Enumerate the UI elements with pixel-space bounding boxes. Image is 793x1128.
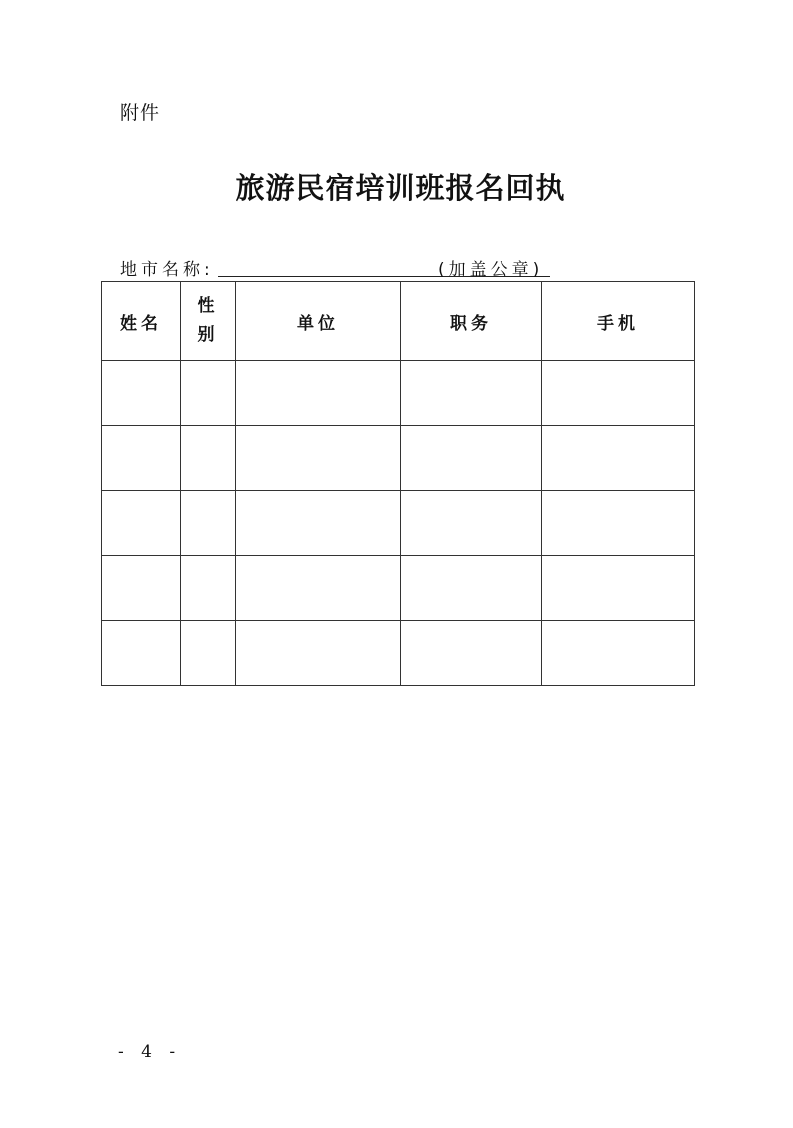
cell-phone <box>542 361 695 426</box>
cell-position <box>401 426 542 491</box>
header-gender <box>181 282 236 361</box>
city-name-label: 地市名称: <box>120 260 214 280</box>
table-header-row <box>102 282 695 361</box>
cell-gender <box>181 361 236 426</box>
header-gender-bottom: 别 <box>197 325 219 345</box>
cell-name <box>102 491 181 556</box>
cell-name <box>102 556 181 621</box>
seal-note: (加盖公章) <box>438 260 544 280</box>
cell-phone <box>542 556 695 621</box>
city-name-line <box>120 255 560 279</box>
cell-gender <box>181 426 236 491</box>
table-row <box>102 491 695 556</box>
page-number: - 4 - <box>118 1042 182 1062</box>
registration-table <box>101 281 695 686</box>
cell-phone <box>542 621 695 686</box>
cell-unit <box>236 621 401 686</box>
cell-unit <box>236 556 401 621</box>
cell-phone <box>542 491 695 556</box>
table-row <box>102 361 695 426</box>
cell-phone <box>542 426 695 491</box>
cell-name <box>102 361 181 426</box>
cell-gender <box>181 621 236 686</box>
cell-gender <box>181 556 236 621</box>
cell-unit <box>236 491 401 556</box>
cell-name <box>102 426 181 491</box>
cell-position <box>401 556 542 621</box>
header-unit: 单位 <box>236 282 401 361</box>
cell-gender <box>181 491 236 556</box>
attachment-label: 附件 <box>120 102 161 124</box>
header-position: 职务 <box>401 282 542 361</box>
table-row <box>102 426 695 491</box>
cell-position <box>401 361 542 426</box>
table-row <box>102 621 695 686</box>
header-phone: 手机 <box>542 282 695 361</box>
header-name: 姓名 <box>102 282 181 361</box>
cell-unit <box>236 426 401 491</box>
cell-name <box>102 621 181 686</box>
cell-position <box>401 491 542 556</box>
cell-unit <box>236 361 401 426</box>
cell-position <box>401 621 542 686</box>
table-row <box>102 556 695 621</box>
header-gender-top: 性 <box>197 296 219 316</box>
page-title: 旅游民宿培训班报名回执 <box>235 171 566 205</box>
